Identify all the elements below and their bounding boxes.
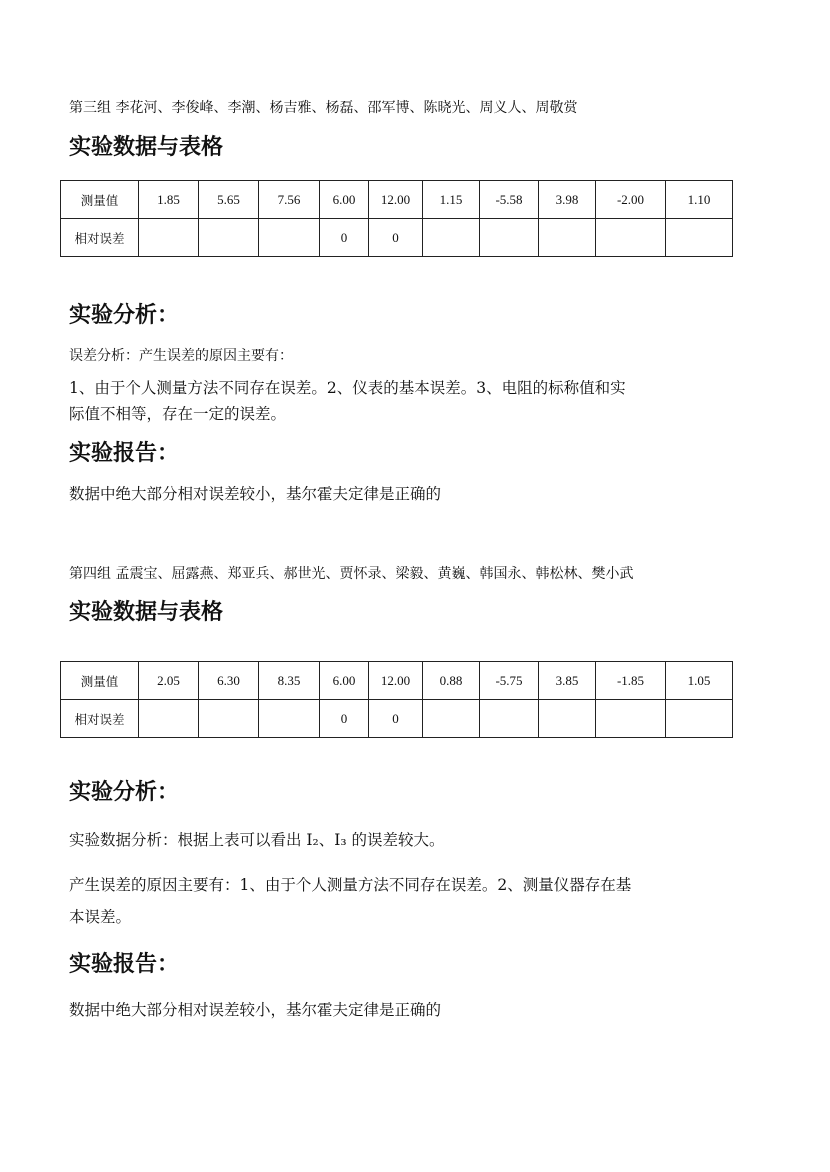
group4-analysis-line1: 实验数据分析：根据上表可以看出 I₂、I₃ 的误差较大。: [69, 831, 445, 849]
group3-analysis-line2: 际值不相等，存在一定的误差。: [69, 405, 287, 423]
row-label: 相对误差: [61, 700, 139, 738]
relative-error-row: [61, 700, 733, 738]
table-cell: [596, 219, 666, 257]
table-cell: [423, 219, 480, 257]
group3-analysis-intro: 误差分析：产生误差的原因主要有：: [69, 348, 293, 364]
table-cell: [480, 219, 539, 257]
table-cell: 7.56: [259, 181, 320, 219]
table-cell: [139, 700, 199, 738]
row-label: 测量值: [61, 181, 139, 219]
group4-analysis-heading: 实验分析：: [69, 780, 180, 805]
table-cell: 8.35: [259, 662, 320, 700]
table-cell: [199, 700, 259, 738]
table-cell: 6.00: [320, 662, 369, 700]
measured-row: [61, 662, 733, 700]
table-cell: 0: [369, 700, 423, 738]
table-cell: 1.15: [423, 181, 480, 219]
group4-report-heading: 实验报告：: [69, 952, 180, 977]
table-cell: [423, 700, 480, 738]
table-cell: [596, 700, 666, 738]
table-cell: 12.00: [369, 662, 423, 700]
measured-row: [61, 181, 733, 219]
table-cell: [539, 219, 596, 257]
table-cell: [666, 219, 733, 257]
group3-report-text: 数据中绝大部分相对误差较小，基尔霍夫定律是正确的: [69, 485, 442, 503]
table-cell: 0: [320, 219, 369, 257]
table-cell: [139, 219, 199, 257]
group4-analysis-line3: 本误差。: [69, 908, 132, 926]
group3-members: 第三组 李花河、李俊峰、李潮、杨吉雅、杨磊、邵军博、陈晓光、周义人、周敬赏: [69, 100, 578, 116]
group4-analysis-line2: 产生误差的原因主要有：1、由于个人测量方法不同存在误差。2、测量仪器存在基: [69, 876, 632, 894]
table-cell: 3.98: [539, 181, 596, 219]
row-label: 测量值: [61, 662, 139, 700]
table-cell: 1.10: [666, 181, 733, 219]
group4-report-text: 数据中绝大部分相对误差较小，基尔霍夫定律是正确的: [69, 1001, 442, 1019]
table-cell: 1.85: [139, 181, 199, 219]
table-cell: 0.88: [423, 662, 480, 700]
relative-error-row: [61, 219, 733, 257]
table-cell: -1.85: [596, 662, 666, 700]
group4-data-heading: 实验数据与表格: [69, 600, 224, 625]
table-cell: 12.00: [369, 181, 423, 219]
group3-analysis-line1: 1、由于个人测量方法不同存在误差。2、仪表的基本误差。3、电阻的标称值和实: [69, 379, 626, 397]
table-cell: 3.85: [539, 662, 596, 700]
table-cell: 0: [369, 219, 423, 257]
row-label: 相对误差: [61, 219, 139, 257]
table-cell: 6.30: [199, 662, 259, 700]
table-cell: [480, 700, 539, 738]
table-cell: [539, 700, 596, 738]
group4-members: 第四组 孟震宝、屈露燕、郑亚兵、郝世光、贾怀录、梁毅、黄巍、韩国永、韩松林、樊小武: [69, 566, 634, 582]
table-cell: 1.05: [666, 662, 733, 700]
group3-data-heading: 实验数据与表格: [69, 135, 224, 160]
table-cell: [259, 700, 320, 738]
table-cell: [666, 700, 733, 738]
group4-data-table: [60, 661, 733, 738]
table-cell: -5.75: [480, 662, 539, 700]
table-cell: [259, 219, 320, 257]
table-cell: 0: [320, 700, 369, 738]
group3-report-heading: 实验报告：: [69, 441, 180, 466]
group3-data-table: [60, 180, 733, 257]
table-cell: [199, 219, 259, 257]
table-cell: -5.58: [480, 181, 539, 219]
table-cell: 6.00: [320, 181, 369, 219]
table-cell: -2.00: [596, 181, 666, 219]
group3-analysis-heading: 实验分析：: [69, 303, 180, 328]
table-cell: 2.05: [139, 662, 199, 700]
table-cell: 5.65: [199, 181, 259, 219]
